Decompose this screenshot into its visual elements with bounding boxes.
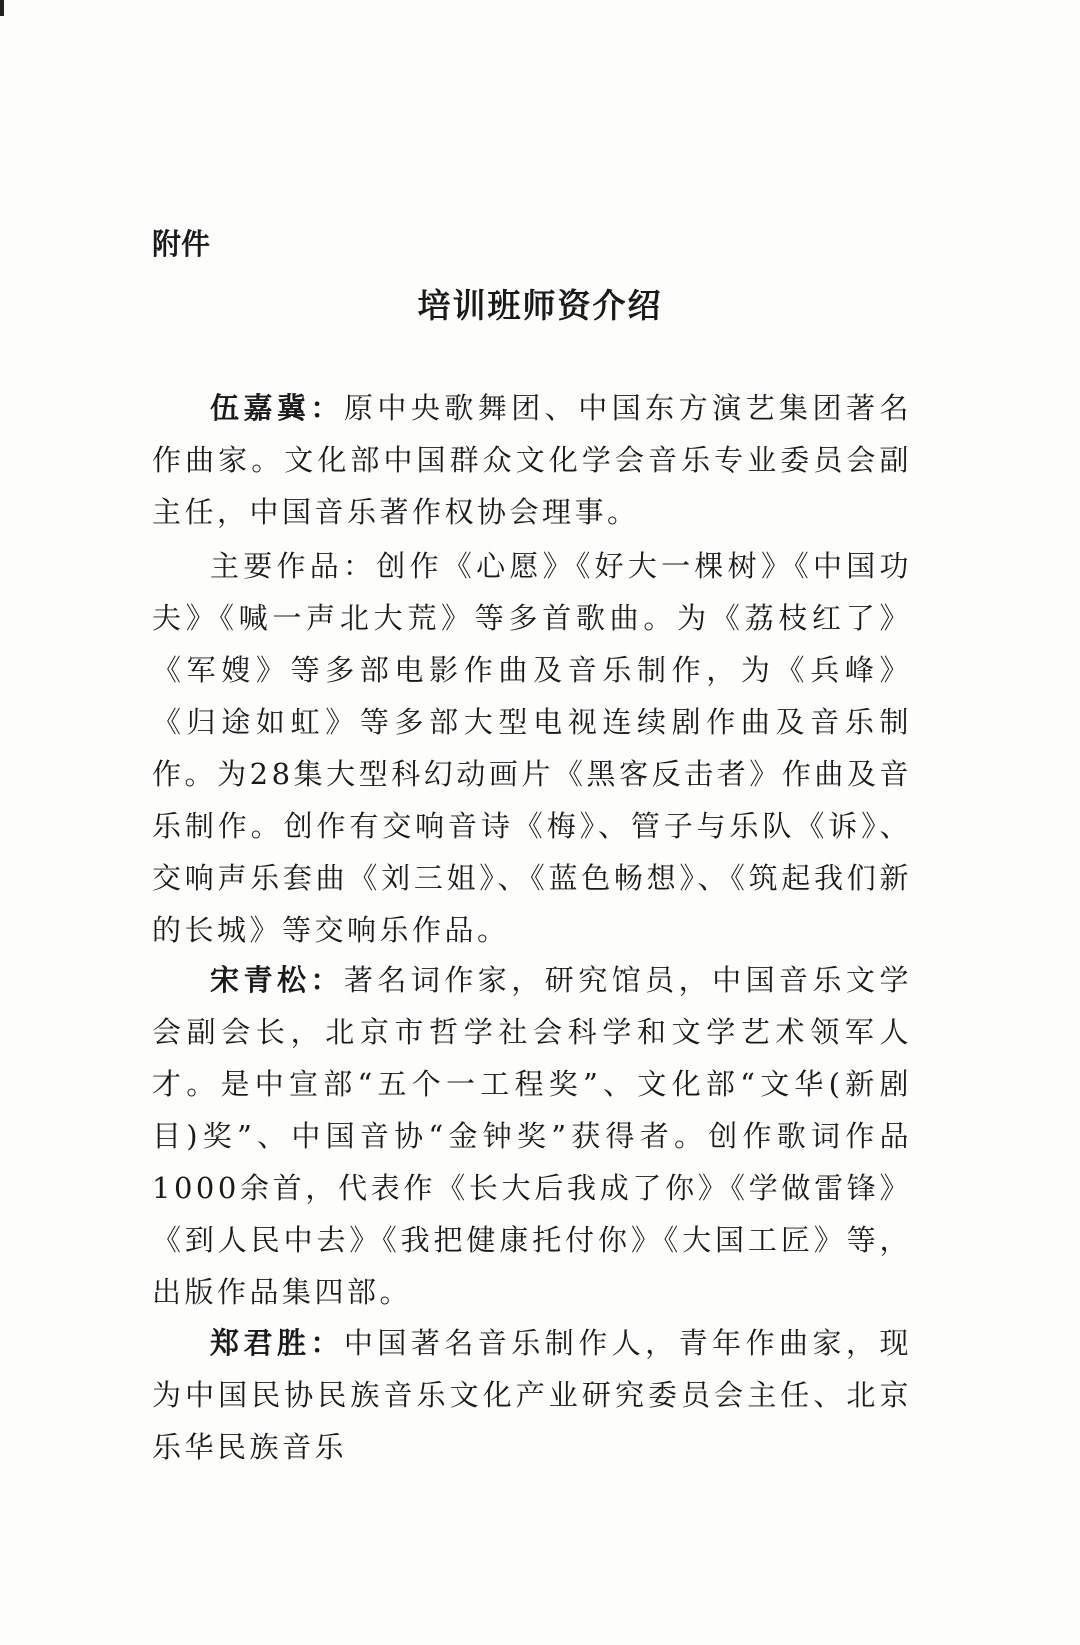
- instructor-section-song: [152, 954, 912, 1318]
- instructor-bio: [152, 1317, 912, 1473]
- instructor-name: 宋青松：: [210, 963, 344, 997]
- instructor-name: 伍嘉冀：: [210, 391, 344, 425]
- instructor-works: 主要作品：创作《心愿》《好大一棵树》《中国功夫》《喊一声北大荒》等多首歌曲。为《荔枝红了》《军嫂》等多部电影作曲及音乐制作，为《兵峰》《归途如虹》等多部大型电视连续剧作曲及音乐制作。为28集大型科幻动画片《黑客反击者》作曲及音乐制作。创作有交响音诗《梅》、管子与乐队《诉》、交响声乐套曲《刘三姐》、《蓝色畅想》、《筑起我们新的长城》等交响乐作品。: [152, 549, 912, 947]
- instructor-name: 郑君胜：: [210, 1326, 344, 1360]
- instructor-section-wu: [152, 382, 912, 956]
- document-title: 培训班师资介绍: [417, 286, 663, 325]
- attachment-label: 附件: [152, 227, 211, 261]
- instructor-bio-text: 中国著名音乐制作人，青年作曲家，现为中国民协民族音乐文化产业研究委员会主任、北京乐华民族音乐: [152, 1326, 912, 1464]
- instructor-bio-text: 著名词作家，研究馆员，中国音乐文学会副会长，北京市哲学社会科学和文学艺术领军人才。是中宣部“五个一工程奖”、文化部“文华(新剧目)奖”、中国音协“金钟奖”获得者。创作歌词作品1000余首，代表作《长大后我成了你》《学做雷锋》《到人民中去》《我把健康托付你》《大国工匠》等，出版作品集四部。: [152, 963, 912, 1309]
- instructor-bio-text: 原中央歌舞团、中国东方演艺集团著名作曲家。文化部中国群众文化学会音乐专业委员会副主任，中国音乐著作权协会理事。: [152, 391, 912, 529]
- scan-edge-mark: [0, 0, 4, 16]
- instructor-bio: [152, 954, 912, 1318]
- instructor-section-zheng: [152, 1317, 912, 1473]
- instructor-bio: [152, 382, 912, 538]
